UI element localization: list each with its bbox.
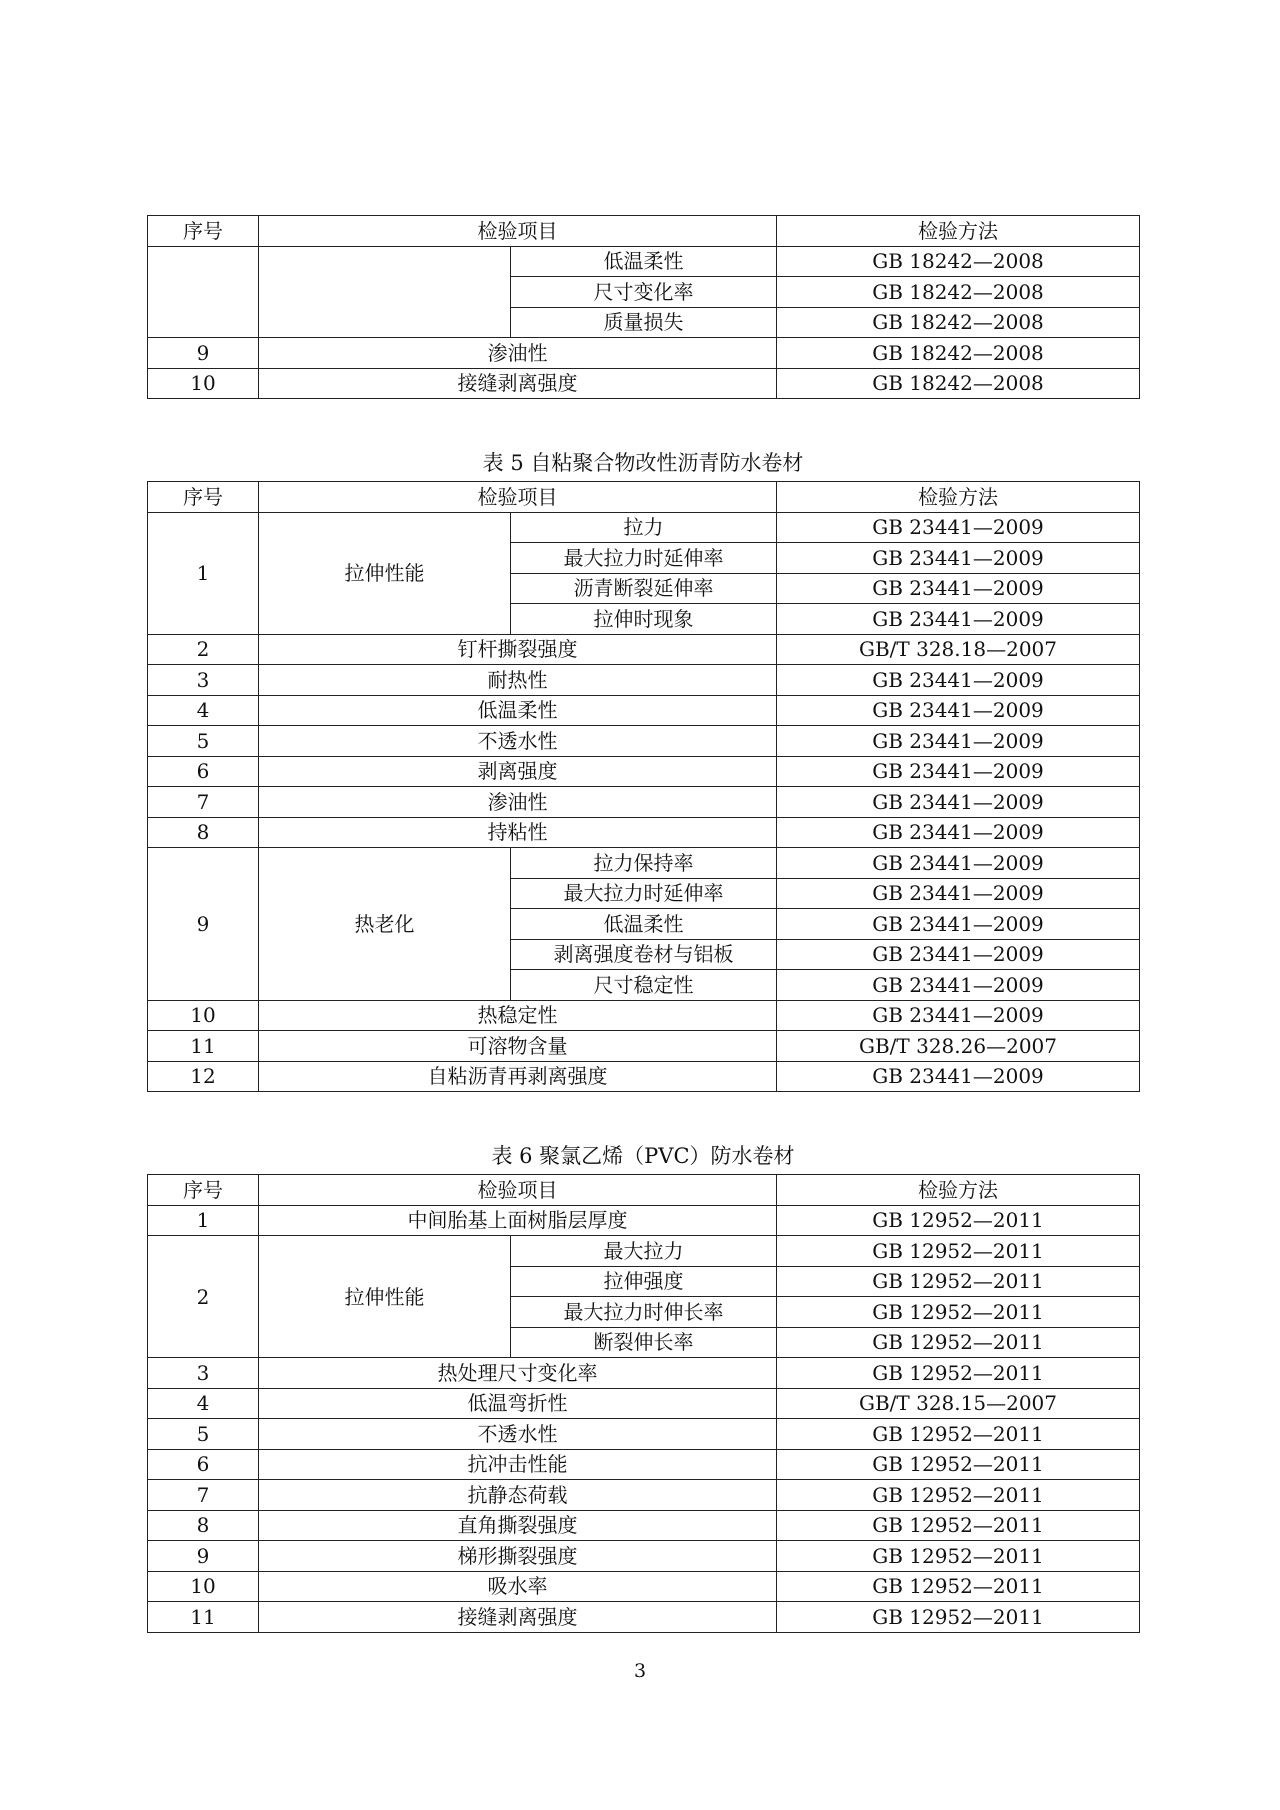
method-cell: GB 12952—2011 [777, 1571, 1140, 1602]
item-cell: 持粘性 [259, 817, 777, 848]
method-cell: GB 23441—2009 [777, 848, 1140, 879]
item-cell [259, 246, 511, 338]
seq-cell: 9 [148, 1541, 259, 1572]
item-cell: 吸水率 [259, 1571, 777, 1602]
method-cell: GB/T 328.26—2007 [777, 1031, 1140, 1062]
table-row [148, 1205, 1140, 1236]
method-cell: GB 23441—2009 [777, 1061, 1140, 1092]
table-row [148, 338, 1140, 369]
item-cell: 低温柔性 [259, 695, 777, 726]
item-cell: 中间胎基上面树脂层厚度 [259, 1205, 777, 1236]
table-row [148, 1236, 1140, 1267]
item-cell: 钉杆撕裂强度 [259, 634, 777, 665]
method-cell: GB 23441—2009 [777, 787, 1140, 818]
method-cell: GB 12952—2011 [777, 1480, 1140, 1511]
table-row [148, 665, 1140, 696]
seq-cell: 2 [148, 1236, 259, 1358]
method-cell: GB 23441—2009 [777, 665, 1140, 696]
sub-item-cell: 低温柔性 [511, 909, 777, 940]
seq-cell: 10 [148, 368, 259, 399]
item-cell: 不透水性 [259, 726, 777, 757]
seq-cell: 11 [148, 1602, 259, 1633]
item-cell: 拉伸性能 [259, 512, 511, 634]
sub-item-cell: 拉力保持率 [511, 848, 777, 879]
sub-item-cell: 最大拉力 [511, 1236, 777, 1267]
table-row [148, 512, 1140, 543]
method-cell: GB 18242—2008 [777, 277, 1140, 308]
item-cell: 剥离强度 [259, 756, 777, 787]
method-cell: GB 23441—2009 [777, 909, 1140, 940]
seq-cell: 6 [148, 756, 259, 787]
table-row [148, 1480, 1140, 1511]
header-item: 检验项目 [259, 216, 777, 247]
method-cell: GB 23441—2009 [777, 543, 1140, 574]
table6 [147, 1174, 1140, 1633]
sub-item-cell: 最大拉力时延伸率 [511, 878, 777, 909]
method-cell: GB 12952—2011 [777, 1602, 1140, 1633]
table5-caption: 表 5 自粘聚合物改性沥青防水卷材 [482, 451, 804, 475]
table-row [148, 1358, 1140, 1389]
item-cell: 渗油性 [259, 787, 777, 818]
seq-cell: 12 [148, 1061, 259, 1092]
seq-cell: 3 [148, 1358, 259, 1389]
header-seq: 序号 [148, 1175, 259, 1206]
seq-cell: 11 [148, 1031, 259, 1062]
header-seq: 序号 [148, 216, 259, 247]
table-header-row [148, 1175, 1140, 1206]
table-header-row [148, 216, 1140, 247]
sub-item-cell: 拉伸时现象 [511, 604, 777, 635]
sub-item-cell: 剥离强度卷材与铝板 [511, 939, 777, 970]
method-cell: GB 23441—2009 [777, 573, 1140, 604]
sub-item-cell: 最大拉力时伸长率 [511, 1297, 777, 1328]
seq-cell: 10 [148, 1000, 259, 1031]
item-cell: 梯形撕裂强度 [259, 1541, 777, 1572]
method-cell: GB 23441—2009 [777, 726, 1140, 757]
method-cell: GB 23441—2009 [777, 695, 1140, 726]
method-cell: GB 23441—2009 [777, 756, 1140, 787]
item-cell: 低温弯折性 [259, 1388, 777, 1419]
item-cell: 抗冲击性能 [259, 1449, 777, 1480]
table-row [148, 1541, 1140, 1572]
seq-cell: 1 [148, 1205, 259, 1236]
method-cell: GB 12952—2011 [777, 1358, 1140, 1389]
table-row [148, 634, 1140, 665]
seq-cell: 3 [148, 665, 259, 696]
table-row [148, 1388, 1140, 1419]
table-row [148, 848, 1140, 879]
method-cell: GB 23441—2009 [777, 1000, 1140, 1031]
seq-cell: 4 [148, 1388, 259, 1419]
seq-cell: 4 [148, 695, 259, 726]
method-cell: GB 23441—2009 [777, 604, 1140, 635]
item-cell: 自粘沥青再剥离强度 [259, 1061, 777, 1092]
method-cell: GB 12952—2011 [777, 1236, 1140, 1267]
item-cell: 可溶物含量 [259, 1031, 777, 1062]
item-cell: 热老化 [259, 848, 511, 1001]
seq-cell: 7 [148, 787, 259, 818]
header-method: 检验方法 [777, 482, 1140, 513]
sub-item-cell: 拉伸强度 [511, 1266, 777, 1297]
seq-cell: 8 [148, 817, 259, 848]
item-cell: 不透水性 [259, 1419, 777, 1450]
sub-item-cell: 断裂伸长率 [511, 1327, 777, 1358]
header-seq: 序号 [148, 482, 259, 513]
method-cell: GB 12952—2011 [777, 1205, 1140, 1236]
method-cell: GB 18242—2008 [777, 307, 1140, 338]
sub-item-cell: 拉力 [511, 512, 777, 543]
table-row [148, 1061, 1140, 1092]
table5 [147, 481, 1140, 1092]
sub-item-cell: 沥青断裂延伸率 [511, 573, 777, 604]
method-cell: GB 12952—2011 [777, 1541, 1140, 1572]
method-cell: GB 18242—2008 [777, 368, 1140, 399]
table-row [148, 1031, 1140, 1062]
item-cell: 接缝剥离强度 [259, 1602, 777, 1633]
table-row [148, 246, 1140, 277]
method-cell: GB 23441—2009 [777, 512, 1140, 543]
sub-item-cell: 尺寸变化率 [511, 277, 777, 308]
seq-cell: 8 [148, 1510, 259, 1541]
method-cell: GB 12952—2011 [777, 1419, 1140, 1450]
table-row [148, 695, 1140, 726]
seq-cell [148, 246, 259, 338]
header-method: 检验方法 [777, 216, 1140, 247]
table-row [148, 1602, 1140, 1633]
page-number: 3 [633, 1660, 647, 1682]
seq-cell: 7 [148, 1480, 259, 1511]
item-cell: 直角撕裂强度 [259, 1510, 777, 1541]
table-row [148, 726, 1140, 757]
method-cell: GB 12952—2011 [777, 1449, 1140, 1480]
method-cell: GB 18242—2008 [777, 338, 1140, 369]
item-cell: 热处理尺寸变化率 [259, 1358, 777, 1389]
seq-cell: 9 [148, 338, 259, 369]
header-method: 检验方法 [777, 1175, 1140, 1206]
method-cell: GB 12952—2011 [777, 1297, 1140, 1328]
table-row [148, 1419, 1140, 1450]
seq-cell: 2 [148, 634, 259, 665]
table-row [148, 817, 1140, 848]
sub-item-cell: 最大拉力时延伸率 [511, 543, 777, 574]
method-cell: GB 12952—2011 [777, 1266, 1140, 1297]
seq-cell: 5 [148, 1419, 259, 1450]
seq-cell: 9 [148, 848, 259, 1001]
item-cell: 热稳定性 [259, 1000, 777, 1031]
table-row [148, 1510, 1140, 1541]
sub-item-cell: 低温柔性 [511, 246, 777, 277]
seq-cell: 10 [148, 1571, 259, 1602]
table-row [148, 368, 1140, 399]
method-cell: GB 23441—2009 [777, 939, 1140, 970]
table-row [148, 1000, 1140, 1031]
item-cell: 渗油性 [259, 338, 777, 369]
header-item: 检验项目 [259, 482, 777, 513]
item-cell: 拉伸性能 [259, 1236, 511, 1358]
method-cell: GB 12952—2011 [777, 1510, 1140, 1541]
item-cell: 接缝剥离强度 [259, 368, 777, 399]
method-cell: GB 18242—2008 [777, 246, 1140, 277]
method-cell: GB 12952—2011 [777, 1327, 1140, 1358]
table6-caption: 表 6 聚氯乙烯（PVC）防水卷材 [491, 1144, 795, 1168]
method-cell: GB 23441—2009 [777, 878, 1140, 909]
method-cell: GB 23441—2009 [777, 970, 1140, 1001]
method-cell: GB 23441—2009 [777, 817, 1140, 848]
sub-item-cell: 尺寸稳定性 [511, 970, 777, 1001]
table-row [148, 756, 1140, 787]
table-row [148, 1571, 1140, 1602]
seq-cell: 1 [148, 512, 259, 634]
table-continued [147, 215, 1140, 399]
method-cell: GB/T 328.18—2007 [777, 634, 1140, 665]
header-item: 检验项目 [259, 1175, 777, 1206]
table-row [148, 1449, 1140, 1480]
table-header-row [148, 482, 1140, 513]
seq-cell: 6 [148, 1449, 259, 1480]
table-row [148, 787, 1140, 818]
sub-item-cell: 质量损失 [511, 307, 777, 338]
seq-cell: 5 [148, 726, 259, 757]
item-cell: 耐热性 [259, 665, 777, 696]
item-cell: 抗静态荷载 [259, 1480, 777, 1511]
method-cell: GB/T 328.15—2007 [777, 1388, 1140, 1419]
